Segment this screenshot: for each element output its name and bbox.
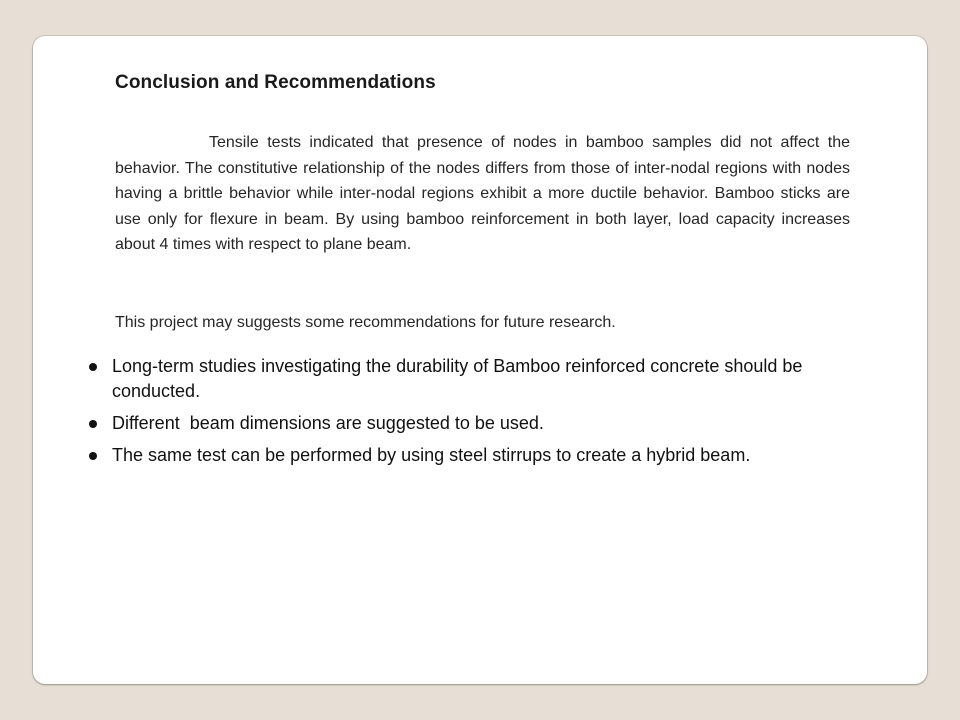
conclusion-paragraph: Tensile tests indicated that presence of nodes in bamboo samples did not affect the behavior. The constitutive relationship of the nodes differs from those of inter-nodal regions with nodes having a brittle behavior while inter-nodal regions exhibit a more ductile behavior. Bamboo sticks are use only for flexure in beam. By using bamboo reinforcement in both layer, load capacity increases about 4 times with respect to plane beam. — [115, 134, 850, 253]
list-item — [85, 443, 845, 468]
list-item-text: Different beam dimensions are suggested to be used. — [112, 413, 544, 433]
bullet-icon — [89, 452, 97, 460]
recommendation-list — [85, 354, 845, 475]
list-item — [85, 411, 845, 436]
list-item-text: The same test can be performed by using steel stirrups to create a hybrid beam. — [112, 445, 751, 465]
list-item-text: Long-term studies investigating the durability of Bamboo reinforced concrete should be conducted. — [112, 356, 803, 401]
bullet-icon — [89, 420, 97, 428]
bullet-icon — [89, 363, 97, 371]
list-item — [85, 354, 845, 404]
recommendation-intro: This project may suggests some recommendations for future research. — [115, 314, 616, 331]
slide-title: Conclusion and Recommendations — [115, 72, 436, 93]
